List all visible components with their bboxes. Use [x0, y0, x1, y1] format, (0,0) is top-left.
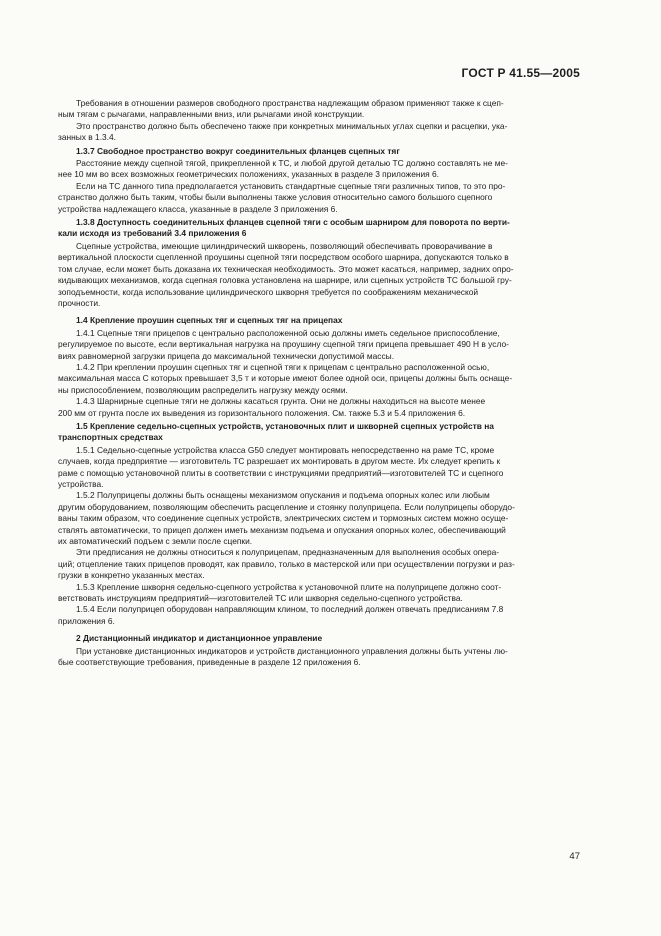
section-heading-1-5: 1.5 Крепление седельно-сцепных устройств, установочных плит и шкворней сцепных устройств на транспортных средствах — [58, 420, 494, 443]
paragraph-body: 1.4.1 Сцепные тяги прицепов с центрально расположенной осью должны иметь седельное приспособление, регулируемое по высоте, если вертикальная нагрузка на проушину сцепной тяги прицепа превышает 490 Н в усло- виях равномерной загрузки прицепа до максимальной технически допустимой массы. — [58, 327, 509, 361]
paragraph-body: Эти предписания не должны относиться к полуприцепам, предназначенным для выполнения особых опера- ций; отцепление таких прицепов проводят, как правило, только в мастерской или при осуществлении погрузки и раз- грузки в конкретно указанных местах. — [58, 547, 515, 581]
section-heading-2: 2 Дистанционный индикатор и дистанционное управление — [76, 633, 323, 644]
paragraph-body: 1.5.2 Полуприцепы должны быть оснащены механизмом опускания и подъема опорных колес или любым другим оборудованием, позволяющим обеспечить расцепление и стоянку полуприцепа. Если полуприцепы оборудо- ваны таким образом, что соединение сцепных устройств, электрических систем и тормозных систем можно осуще- ствлять автоматически, то прицеп должен иметь механизм подъема и опускания опорных колес, обеспечивающий их автоматический подъем с земли после сцепки. — [58, 490, 515, 547]
document-body — [58, 98, 582, 669]
paragraph-body: Требования в отношении размеров свободного пространства надлежащим образом применяют также к сцеп- ным тягам с рычагами, направленными вниз, или рычагами иной конструкции. — [58, 98, 504, 120]
paragraph-body: 1.5.3 Крепление шкворня седельно-сцепного устройства к установочной плите на полуприцепе должно соот- ветствовать инструкциям предприятий—изготовителей ТС или шкворня седельно-сцепного устройства. — [58, 581, 502, 604]
section-heading-1-4: 1.4 Крепление проушин сцепных тяг и сцепных тяг на прицепах — [76, 315, 343, 326]
paragraph-body: 1.5.4 Если полуприцеп оборудован направляющим клином, то последний должен отвечать предписаниям 7.8 приложения 6. — [58, 604, 504, 626]
paragraph-body: 1.4.3 Шарнирные сцепные тяги не должны касаться грунта. Они не должны находиться на высоте менее 200 мм от грунта после их выведения из горизонтального положения. См. также 5.3 и 5.4 приложения 6. — [58, 396, 486, 418]
paragraph-body: Если на ТС данного типа предполагается установить стандартные сцепные тяги различных типов, то это про- странство должно быть таким, чтобы были выполнены также условия относительно самого большого сцепного устройства надлежащего класса, указанные в разделе 3 приложения 6. — [58, 180, 506, 214]
section-heading-1-3-7: 1.3.7 Свободное пространство вокруг соединительных фланцев сцепных тяг — [76, 145, 400, 156]
paragraph-body: 1.5.1 Седельно-сцепные устройства класса G50 следует монтировать непосредственно на раме ТС, кроме случаев, когда предприятие — изготовитель ТС разрешает их монтировать в другом месте. Их следует крепить к раме с помощью установочной плиты в соответствии с инструкциями предприятий—изготовителей ТС и сцепного устройства. — [58, 444, 504, 489]
paragraph-body: При установке дистанционных индикаторов и устройств дистанционного управления должны быть учтены лю- бые соответствующие требования, приведенные в разделе 12 приложения 6. — [58, 645, 508, 668]
paragraph-body: Расстояние между сцепной тягой, прикрепленной к ТС, и любой другой деталью ТС должно составлять не ме- нее 10 мм во всех возможных геометрических положениях, указанных в разделе 3 приложения 6. — [58, 158, 508, 180]
paragraph-body: Это пространство должно быть обеспечено также при конкретных минимальных углах сцепки и расцепки, ука- занных в 1.3.4. — [58, 120, 508, 143]
document-header: ГОСТ Р 41.55—2005 — [461, 66, 580, 80]
paragraph-body: 1.4.2 При креплении проушин сцепных тяг и сцепной тяги к прицепам с центрально расположенной осью, максимальная масса С которых превышает 3,5 т и которые имеют более одной оси, прицепы должны быть оснаще- ны приспособлением, позволяющим распределить нагрузку между осями. — [58, 361, 513, 395]
paragraph-body: Сцепные устройства, имеющие цилиндрический шкворень, позволяющий обеспечивать проворачивание в вертикальной плоскости сцепленной проушины сцепной тяги посредством особого шарнира, допускаются только в том случае, если может быть доказана их техническая необходимость. Это может касаться, например, задних опро- кидывающих механизмов, когда сцепная головка установлена на шарнире, или сцепных устройств ТС большой гру- зоподъемности, когда использование цилиндрического шкворня требуется по соображениям механической прочности. — [58, 240, 514, 308]
section-heading-1-3-8: 1.3.8 Доступность соединительных фланцев сцепной тяги с особым шарниром для поворота по верти- кали исходя из требований 3.4 приложения 6 — [58, 217, 510, 239]
page-number: 47 — [569, 851, 580, 862]
